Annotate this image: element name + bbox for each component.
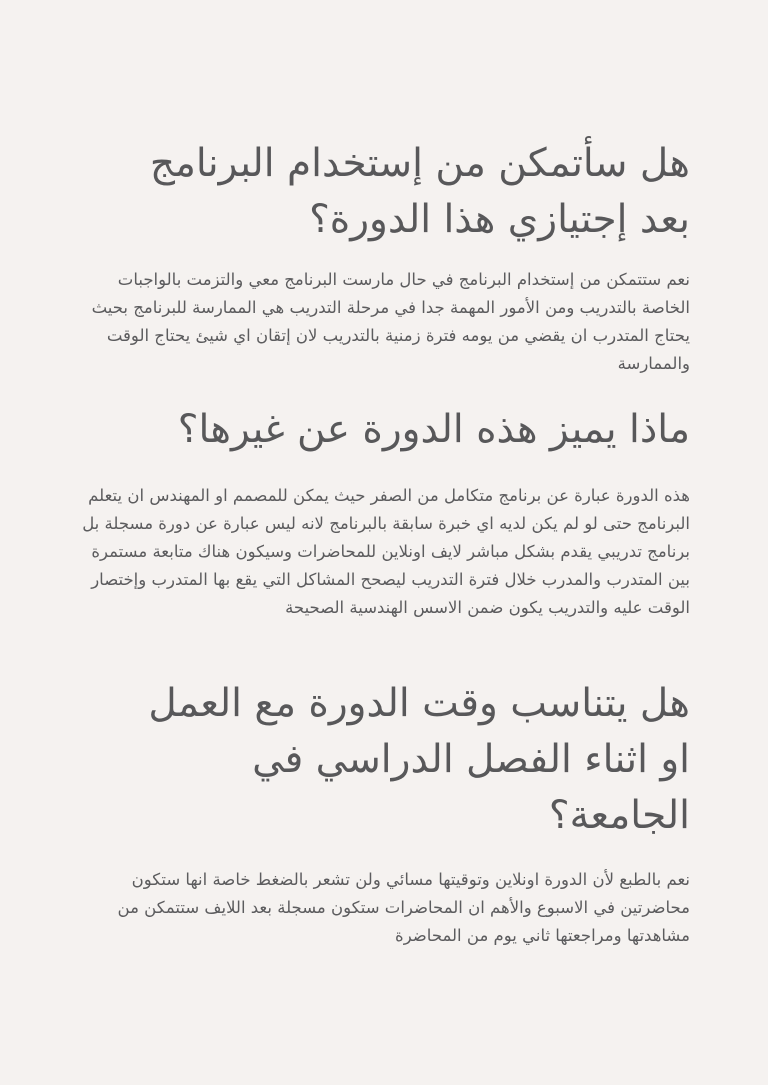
faq-answer-2: هذه الدورة عبارة عن برنامج متكامل من الصفر حيث يمكن للمصمم او المهندس ان يتعلم البرنامج حتى لو لم يكن لديه اي خبرة سابقة بالبرنامج لانه ليس عبارة عن دورة مسجلة بل برنامج تدريبي يقدم بشكل مباشر لايف اونلاين للمحاضرات وسيكون هناك متابعة مستمرة بين المتدرب والمدرب خلال فترة التدريب ليصحح المشاكل التي يقع بها المتدرب وإختصار الوقت عليه والتدريب يكون ضمن الاسس الهندسية الصحيحة (82, 486, 690, 617)
faq-question-1: هل سأتمكن من إستخدام البرنامج بعد إجتيازي هذا الدورة؟ (149, 141, 690, 242)
faq-answer-1: نعم ستتمكن من إستخدام البرنامج في حال مارست البرنامج معي والتزمت بالواجبات الخاصة بالتدريب ومن الأمور المهمة جدا في مرحلة التدريب هي الممارسة للبرنامج بحيث يحتاج المتدرب ان يقضي من يومه فترة زمنية بالتدريب لان إتقان اي شيئ يحتاج الوقت والممارسة (91, 270, 690, 373)
faq-question-3: هل يتناسب وقت الدورة مع العمل او اثناء الفصل الدراسي في الجامعة؟ (148, 681, 690, 838)
faq-question-2: ماذا يميز هذه الدورة عن غيرها؟ (177, 407, 690, 452)
faq-answer-3: نعم بالطبع لأن الدورة اونلاين وتوقيتها مسائي ولن تشعر بالضغط خاصة انها ستكون محاضرتين في الاسبوع والأهم ان المحاضرات ستكون مسجلة بعد اللايف ستتمكن من مشاهدتها ومراجعتها ثاني يوم من المحاضرة (117, 870, 690, 945)
